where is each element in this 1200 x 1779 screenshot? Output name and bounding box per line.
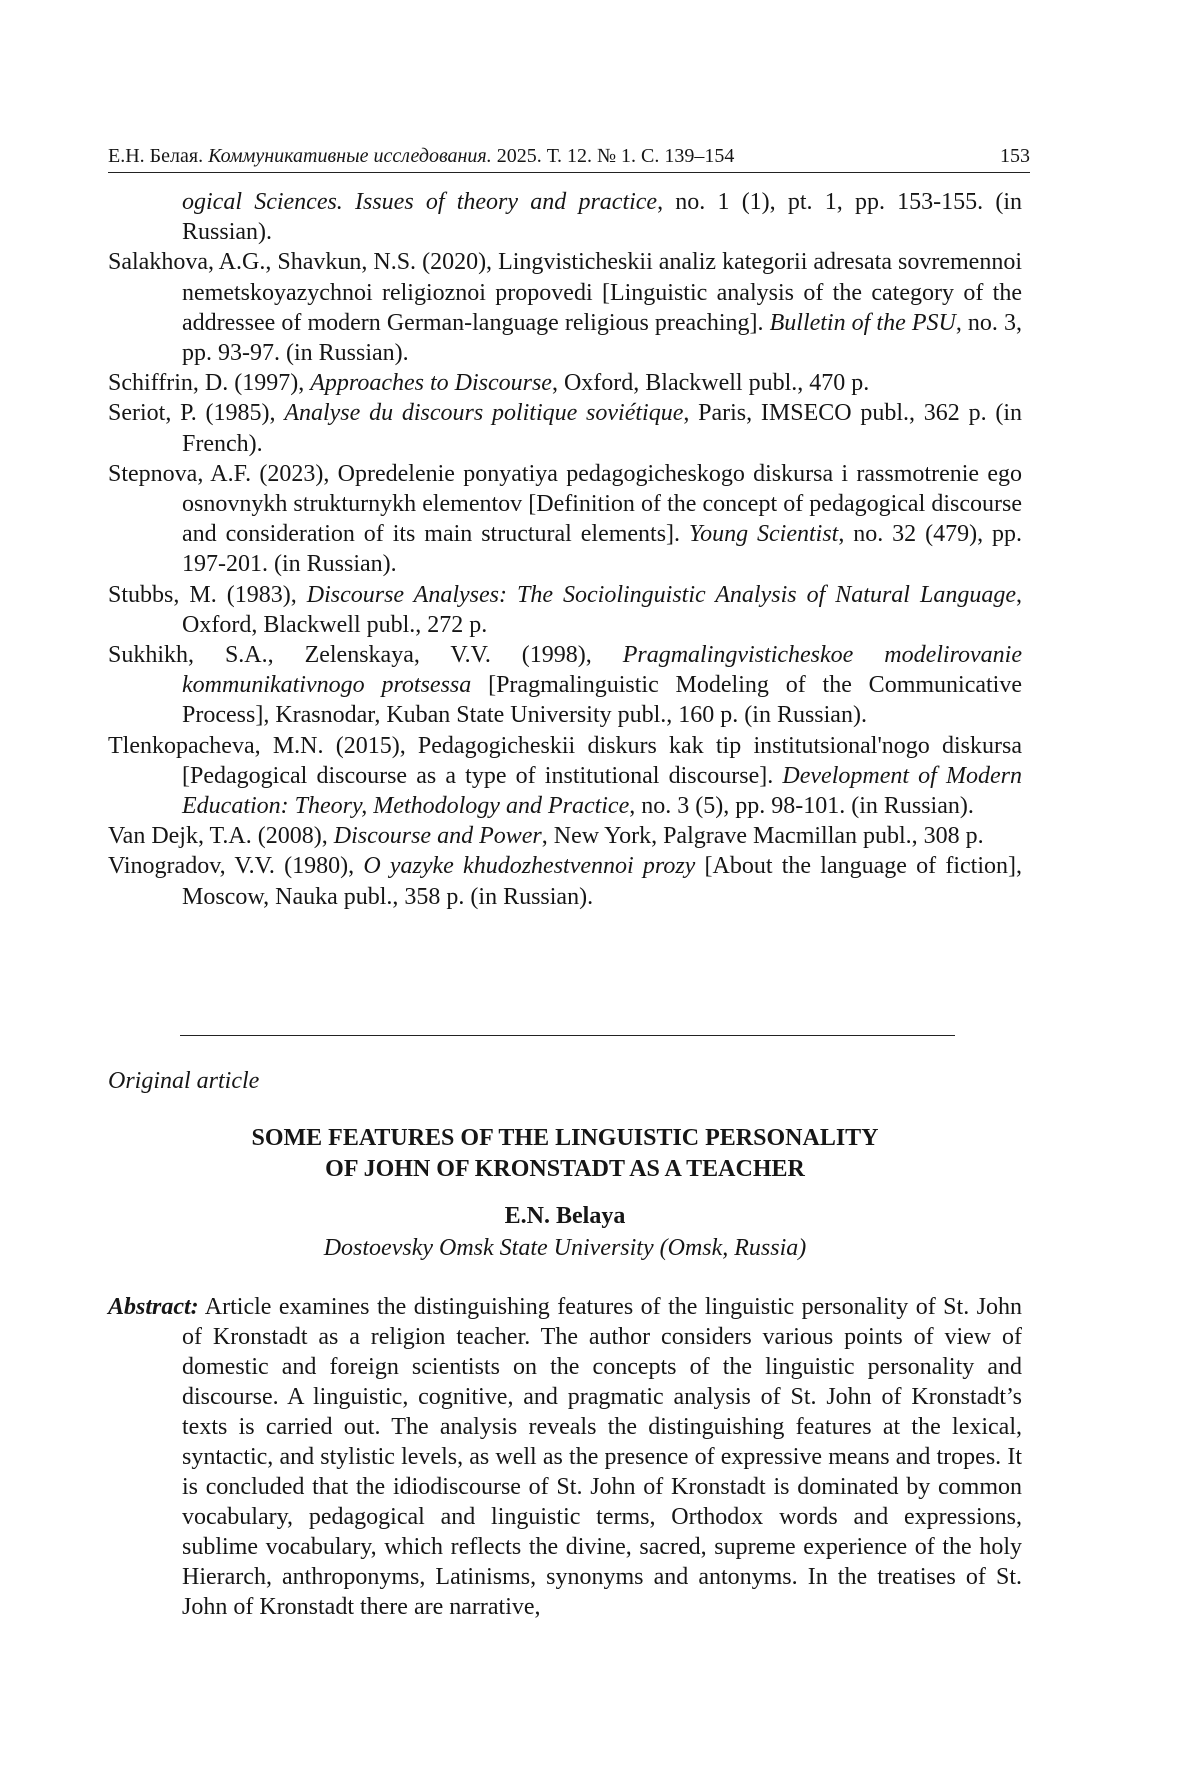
reference-text: , Paris, IMSECO publ., 362 p. (in French).: [182, 400, 1023, 457]
reference-text: Tlenkopacheva, M.N. (2015), Pedagogicheskii diskurs kak tip institutsional'nogo diskursa [Pedagogical discourse as a type of institutional discourse].: [108, 732, 1022, 789]
article-author: E.N. Belaya: [504, 1203, 626, 1229]
reference-text: Salakhova, A.G., Shavkun, N.S. (2020), Lingvisticheskii analiz kategorii adresata sovremennoi nemetskoyazychnoi religioznoi propovedi [Linguistic analysis of the category of the addressee of modern German-language religious preaching].: [108, 249, 1022, 336]
reference-text: [About the language of fiction], Moscow, Nauka publ., 358 p. (in Russian).: [182, 853, 1022, 910]
article-title-line: OF JOHN OF KRONSTADT AS A TEACHER: [325, 1156, 805, 1182]
reference-item: [108, 731, 1022, 822]
article-type: Original article: [108, 1068, 260, 1094]
reference-item: [108, 580, 1022, 640]
reference-item: [108, 187, 1022, 247]
reference-text: Van Dejk, T.A. (2008),: [108, 823, 334, 850]
reference-text: , New York, Palgrave Macmillan publ., 308 p.: [541, 823, 984, 850]
abstract-label: Abstract:: [108, 1294, 199, 1320]
reference-text: Sukhikh, S.A., Zelenskaya, V.V. (1998),: [108, 642, 623, 669]
reference-title: Approaches to Discourse: [310, 370, 552, 397]
article-title-line: SOME FEATURES OF THE LINGUISTIC PERSONALITY: [251, 1125, 879, 1151]
reference-text: , no. 3 (5), pp. 98-101. (in Russian).: [629, 793, 974, 820]
abstract: [108, 1292, 1022, 1622]
reference-text: , no. 3, pp. 93-97. (in Russian).: [182, 309, 1022, 367]
reference-title: ogical Sciences. Issues of theory and practice: [182, 189, 658, 215]
reference-title: Discourse Analyses: The Sociolinguistic Analysis of Natural Language: [306, 581, 1016, 608]
reference-text: [Pragmalinguistic Modeling of the Communicative Process], Krasnodar, Kuban State University publ., 160 p. (in Russian).: [182, 672, 1022, 729]
author-affiliation: Dostoevsky Omsk State University (Omsk, Russia): [323, 1235, 807, 1261]
reference-text: Stubbs, M. (1983),: [108, 581, 307, 608]
reference-title: Pragmalingvisticheskoe modelirovanie kommunikativnogo protsessa: [182, 642, 1022, 699]
reference-title: Development of Modern Education: Theory, Methodology and Practice: [182, 762, 1022, 820]
running-head: [108, 144, 1030, 168]
abstract-text: Article examines the distinguishing features of the linguistic personality of St. John of Kronstadt as a religion teacher. The author considers various points of view of domestic and foreign scientists on the concepts of the linguistic personality and discourse. A linguistic, cognitive, and pragmatic analysis of St. John of Kronstadt’s texts is carried out. The analysis reveals the distinguishing features at the lexical, syntactic, and stylistic levels, as well as the presence of expressive means and tropes. It is concluded that the idiodiscourse of St. John of Kronstadt is dominated by common vocabulary, pedagogical and linguistic terms, Orthodox words and expressions, sublime vocabulary, which reflects the divine, sacred, supreme experience of the holy Hierarch, anthroponyms, Latinisms, synonyms and antonyms. In the treatises of St. John of Kronstadt there are narrative,: [182, 1294, 1022, 1620]
reference-text: , no. 1 (1), pt. 1, pp. 153-155. (in Russian).: [182, 189, 1022, 246]
reference-list: [108, 187, 1022, 912]
reference-text: Seriot, P. (1985),: [108, 400, 285, 427]
reference-text: , no. 32 (479), pp. 197-201. (in Russian).: [182, 521, 1022, 578]
reference-text: , Oxford, Blackwell publ., 470 p.: [551, 370, 870, 397]
reference-title: O yazyke khudozhestvennoi prozy: [363, 853, 696, 880]
reference-item: [108, 821, 1022, 851]
reference-item: [108, 640, 1022, 731]
reference-text: Vinogradov, V.V. (1980),: [108, 853, 364, 880]
header-rule: [108, 172, 1030, 173]
reference-text: Stepnova, A.F. (2023), Opredelenie ponyatiya pedagogicheskogo diskursa i rassmotrenie ego osnovnykh strukturnykh elementov [Definition of the concept of pedagogical discourse and consideration of its main structural elements].: [108, 460, 1022, 548]
article-title: [108, 1123, 1022, 1185]
running-head-author: Е.Н. Белая.: [108, 145, 204, 167]
running-head-issue: 2025. Т. 12. № 1. С. 139–154: [496, 145, 735, 167]
reference-title: Bulletin of the PSU: [769, 309, 956, 336]
reference-item: [108, 247, 1022, 368]
reference-text: Schiffrin, D. (1997),: [108, 370, 311, 397]
reference-item: [108, 398, 1022, 458]
reference-title: Analyse du discours politique soviétique: [284, 400, 684, 427]
section-divider: [180, 1035, 955, 1036]
reference-text: , Oxford, Blackwell publ., 272 p.: [182, 581, 1022, 638]
reference-title: Discourse and Power: [333, 823, 542, 850]
running-head-journal: Коммуникативные исследования.: [208, 145, 492, 167]
reference-title: Young Scientist: [688, 521, 839, 548]
reference-item: [108, 368, 1022, 398]
reference-item: [108, 459, 1022, 580]
page-number: 153: [1000, 145, 1030, 167]
reference-item: [108, 851, 1022, 911]
